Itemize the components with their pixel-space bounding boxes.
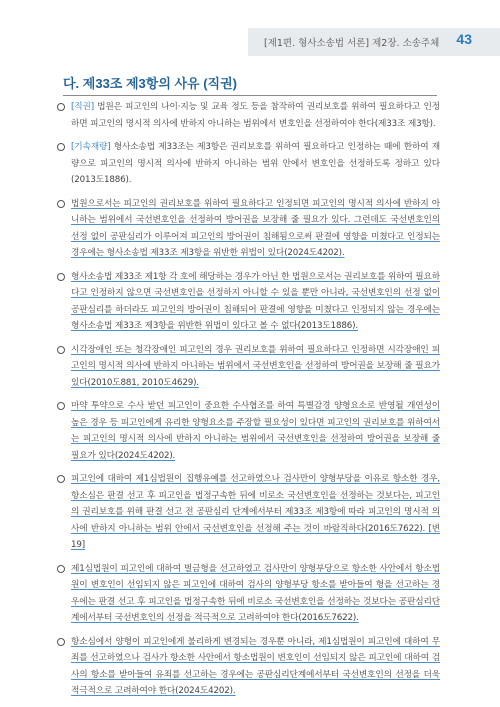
circle-bullet-icon [57, 402, 65, 410]
list-item [57, 471, 440, 554]
list-item [57, 139, 440, 189]
item-text: 피고인에 대하여 제1심법원이 집행유예를 선고하였으나 검사만이 양형부당을 이유로 항소한 경우, 항소심은 판결 선고 후 피고인을 법정구속한 뒤에 비로소 국선변호인을 선정하는 것보다는, 피고인의 권리보호를 위해 판결 선고 전 공판심리 단계에서부터 제33조 제3항에 따라 피고인의 명시적 의사에 반하지 아니하는 범위 안에서 국선변호인을 선정해 주는 것이 바람직하다(2016도7622). [변19] [71, 474, 440, 550]
list-item [57, 269, 440, 335]
list-item [57, 342, 440, 392]
item-text: 제1심법원이 피고인에 대하여 벌금형을 선고하였고 검사만이 양형부당으로 항소한 사안에서 항소법원이 변호인이 선임되지 않은 피고인에 대하여 검사의 양형부당 항소를 받아들여 형을 선고하는 경우에는 판결 선고 후 피고인을 법정구속한 뒤에 비로소 국선변호인을 선정하는 것보다는 공판심리단계에서부터 국선변호인의 선정을 적극적으로 고려하여야 한다(2016도7622). [71, 563, 440, 623]
chapter-breadcrumb: [제1편. 형사소송법 서론] 제2장. 소송주체 [264, 38, 440, 49]
circle-bullet-icon [57, 638, 65, 646]
page-number: 43 [456, 31, 472, 47]
content-body [57, 99, 440, 707]
circle-bullet-icon [57, 103, 65, 111]
circle-bullet-icon [57, 273, 65, 281]
circle-bullet-icon [57, 346, 65, 354]
item-tag: [기속재량] [71, 142, 111, 152]
circle-bullet-icon [57, 143, 65, 151]
list-item [57, 99, 440, 132]
circle-bullet-icon [57, 200, 65, 208]
item-text: 시각장애인 또는 청각장애인 피고인의 경우 권리보호를 위하여 필요하다고 인정하면 시각장애인 피고인의 명시적 의사에 반하지 아니하는 범위에서 국선변호인을 선정하여 방어권을 보장해 줄 필요가 있다(2010도881, 2010도4629). [71, 344, 440, 388]
circle-bullet-icon [57, 565, 65, 573]
item-tag: [직권] [71, 102, 94, 112]
item-text: 항소심에서 양형이 피고인에게 불리하게 변경되는 경우뿐 아니라, 제1심법원이 피고인에 대하여 무죄를 선고하였으나 검사가 항소한 사안에서 항소법원이 변호인이 선임되지 않은 피고인에 대하여 검사의 항소를 받아들여 유죄를 선고하는 경우에는 공판심리단계에서부터 국선변호인의 선정을 더욱 적극적으로 고려하여야 한다(2024도4202). [71, 636, 440, 696]
section-title: 다. 제33조 제3항의 사유 (직권) [63, 76, 237, 91]
item-text: 법원으로서는 피고인의 권리보호를 위하여 필요하다고 인정되면 피고인의 명시적 의사에 반하지 아니하는 범위에서 국선변호인을 선정하여 방어권을 보장해 줄 필요가 있다. 그런데도 국선변호인의 선정 없이 공판심리가 이루어져 피고인의 방어권이 침해됨으로써 판결에 영향을 미쳤다고 인정되는 경우에는 형사소송법 제33조 제3항을 위반한 위법이 있다(2024도4202). [71, 198, 440, 258]
list-item [57, 398, 440, 464]
circle-bullet-icon [57, 475, 65, 483]
item-text: 법원은 피고인의 나이·지능 및 교육 정도 등을 참작하여 권리보호를 위하여 필요하다고 인정하면 피고인의 명시적 의사에 반하지 아니하는 범위에서 변호인을 선정하여야 한다(제33조 제3항). [71, 102, 440, 129]
list-item [57, 561, 440, 627]
item-text: 마약 투약으로 수사 받던 피고인이 중요한 수사협조를 하여 특별감경 양형요소로 반영될 개연성이 높은 경우 등 피고인에게 유리한 양형요소를 주장할 필요성이 있다면 피고인의 권리보호를 위하여서는 피고인의 명시적 의사에 반하지 아니하는 범위에서 국선변호인을 선정하여 방어권을 보장해 줄 필요가 있다(2024도4202). [71, 401, 440, 461]
item-text: 형사소송법 제33조 제1항 각 호에 해당하는 경우가 아닌 한 법원으로서는 권리보호를 위하여 필요하다고 인정하지 않으면 국선변호인을 선정하지 아니할 수 있을 뿐만 아니라, 국선변호인의 선정 없이 공판심리를 하더라도 피고인의 방어권이 침해되어 판결에 영향을 미쳤다고 인정되지 않는 경우에는 형사소송법 제33조 제3항을 위반한 위법이 있다고 볼 수 없다(2013도1886). [71, 271, 440, 331]
list-item [57, 634, 440, 700]
item-text: 형사소송법 제33조는 제3항은 권리보호를 위하여 필요하다고 인정하는 때에 한하여 재량으로 피고인의 명시적 의사에 반하지 아니하는 범위 안에서 변호인을 선정하도록 정하고 있다(2013도1886). [71, 142, 440, 185]
title-divider [63, 95, 437, 96]
list-item [57, 196, 440, 262]
running-header [248, 28, 500, 56]
